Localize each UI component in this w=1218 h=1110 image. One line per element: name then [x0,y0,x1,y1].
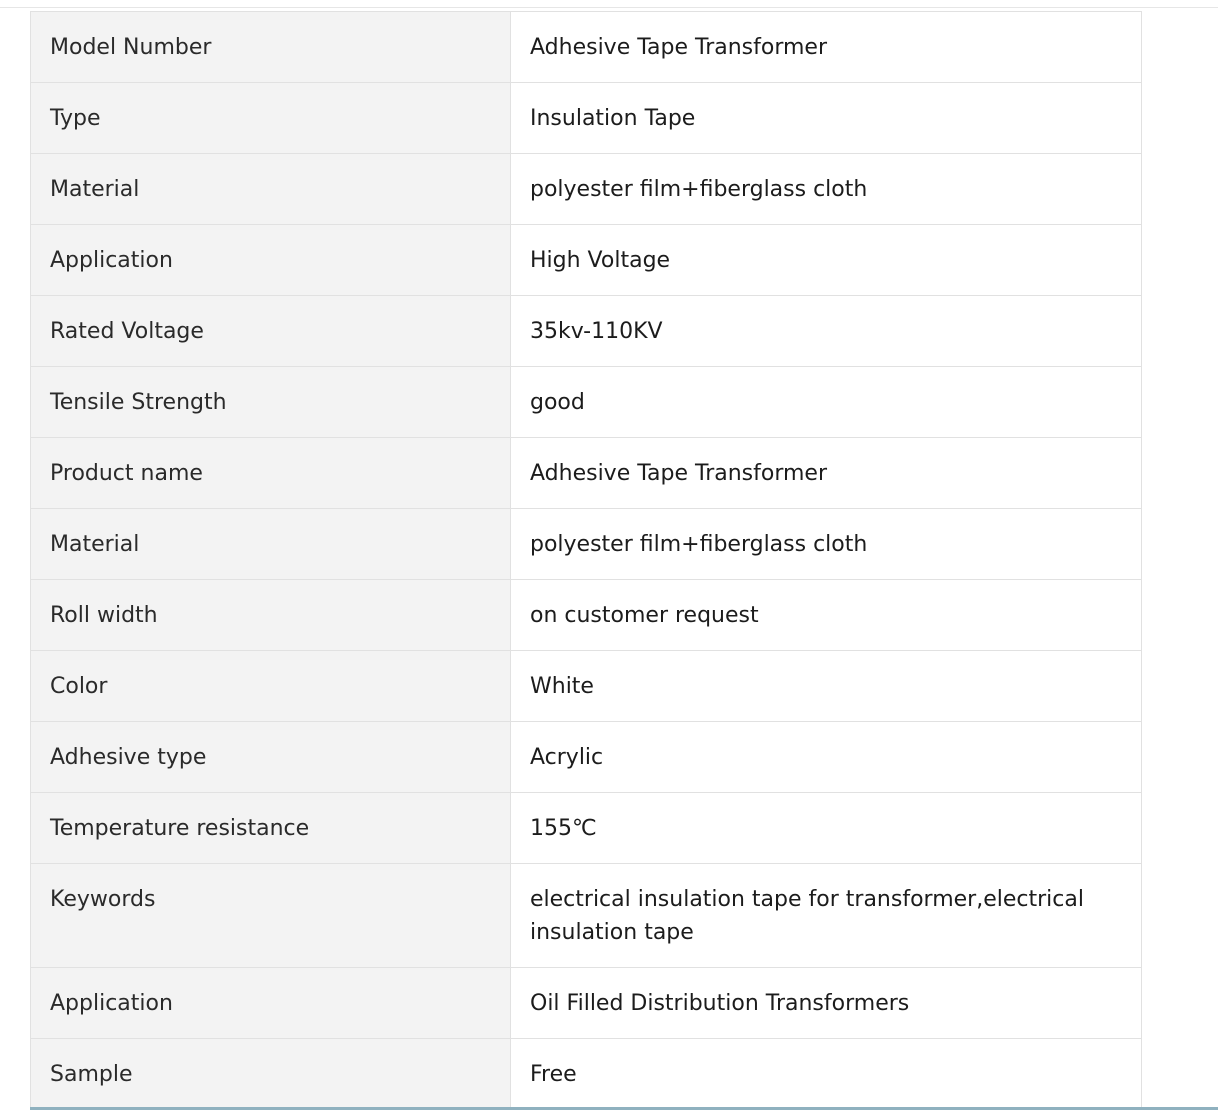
spec-label: Material [31,154,511,225]
table-row [31,438,1142,509]
spec-label: Temperature resistance [31,793,511,864]
spec-value: High Voltage [511,225,1142,296]
table-row [31,651,1142,722]
spec-value: on customer request [511,580,1142,651]
table-row [31,722,1142,793]
spec-value: Adhesive Tape Transformer [511,12,1142,83]
top-divider [0,7,1218,8]
table-row [31,509,1142,580]
spec-value: Free [511,1039,1142,1110]
spec-label: Roll width [31,580,511,651]
table-row [31,1039,1142,1110]
spec-value: 35kv-110KV [511,296,1142,367]
spec-label: Keywords [31,864,511,968]
table-row [31,12,1142,83]
spec-label: Tensile Strength [31,367,511,438]
spec-value: Adhesive Tape Transformer [511,438,1142,509]
spec-label: Rated Voltage [31,296,511,367]
product-spec-table [30,11,1142,1110]
spec-value: White [511,651,1142,722]
spec-value: Oil Filled Distribution Transformers [511,968,1142,1039]
spec-label: Adhesive type [31,722,511,793]
spec-label: Type [31,83,511,154]
spec-label: Application [31,225,511,296]
spec-label: Model Number [31,12,511,83]
spec-value: electrical insulation tape for transformer,electrical insulation tape [511,864,1142,968]
table-row [31,83,1142,154]
table-row [31,580,1142,651]
table-row [31,793,1142,864]
spec-label: Material [31,509,511,580]
table-row [31,864,1142,968]
spec-value: 155℃ [511,793,1142,864]
spec-value: polyester film+fiberglass cloth [511,509,1142,580]
table-row [31,225,1142,296]
spec-label: Sample [31,1039,511,1110]
spec-label: Application [31,968,511,1039]
table-row [31,296,1142,367]
spec-value: Insulation Tape [511,83,1142,154]
spec-value: Acrylic [511,722,1142,793]
spec-label: Color [31,651,511,722]
table-row [31,154,1142,225]
table-row [31,968,1142,1039]
spec-value: polyester film+fiberglass cloth [511,154,1142,225]
table-row [31,367,1142,438]
spec-value: good [511,367,1142,438]
spec-label: Product name [31,438,511,509]
